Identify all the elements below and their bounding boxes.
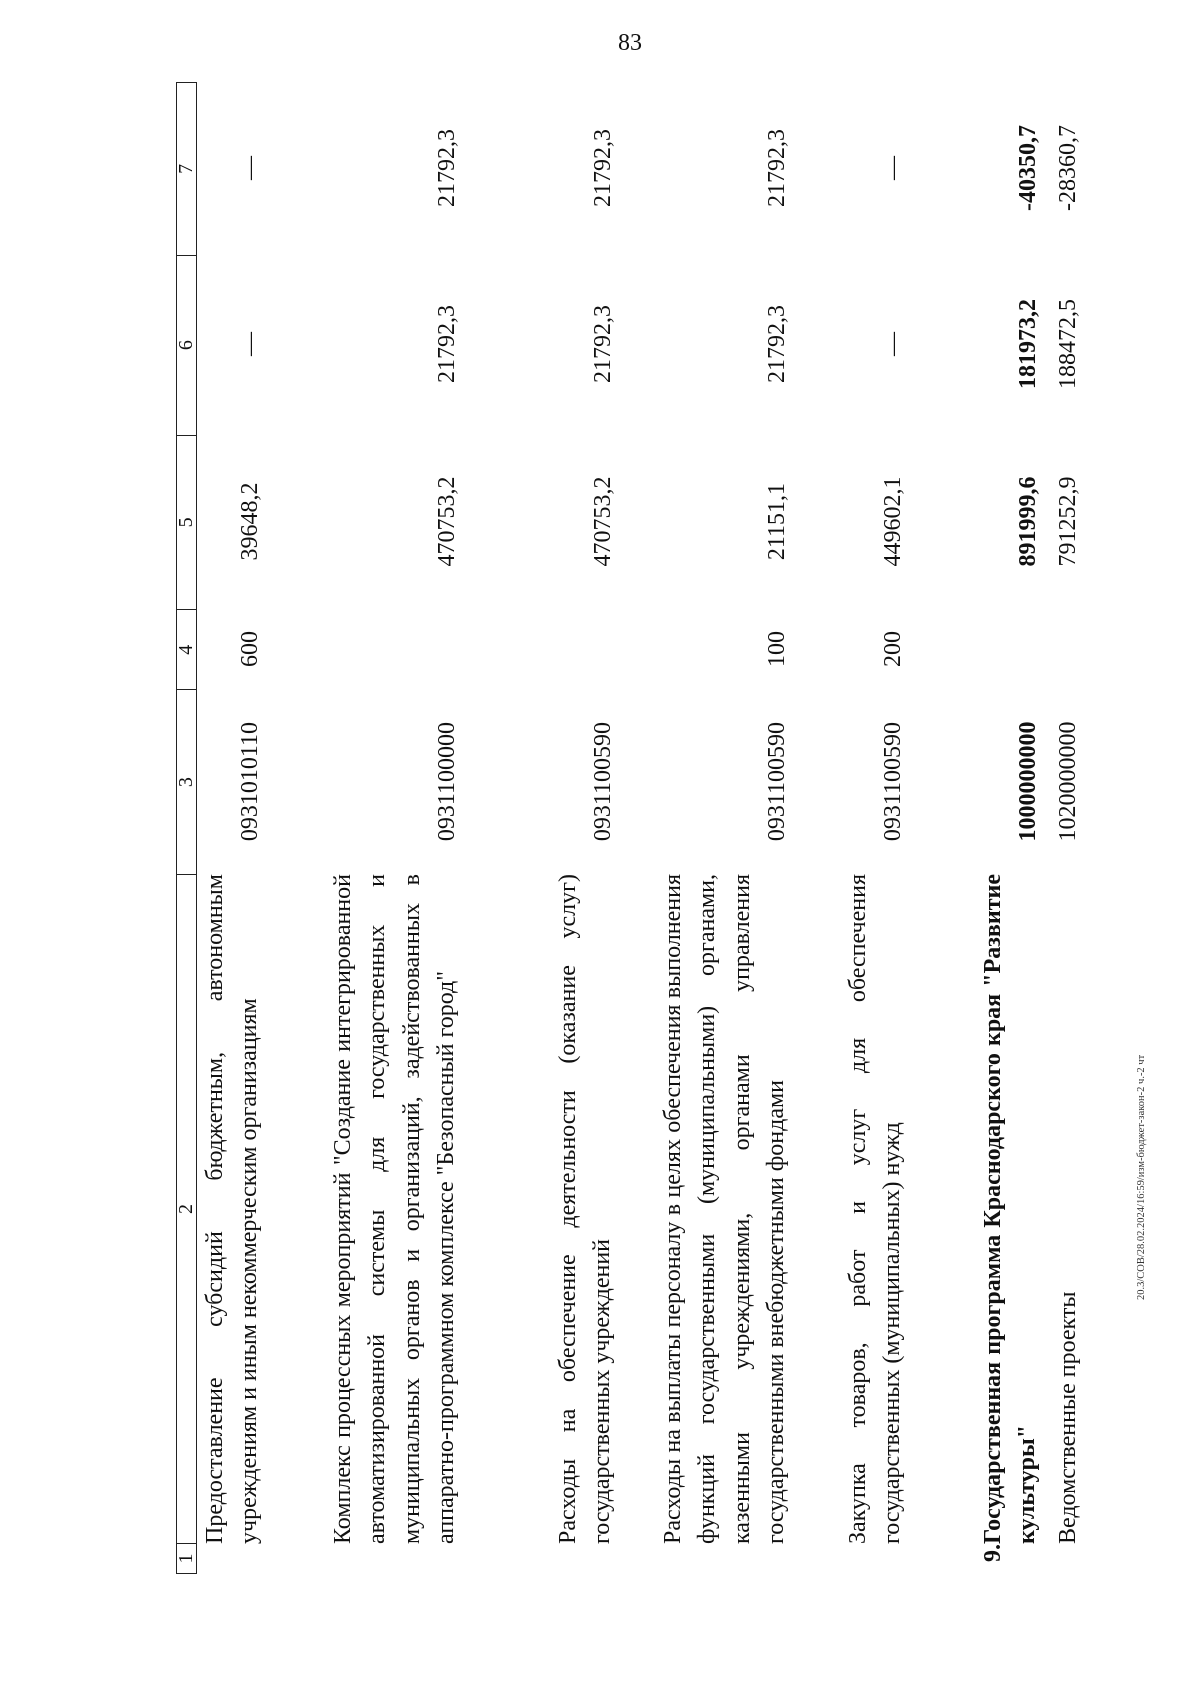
col-header-1: 1 xyxy=(177,1543,196,1573)
value-col-7: 21792,3 xyxy=(589,129,616,207)
value-col-5: 791252,9 xyxy=(1055,476,1081,567)
row-code: 0931010110 xyxy=(236,721,263,842)
value-col-5: 21151,1 xyxy=(763,482,790,561)
row-code: 0931100590 xyxy=(879,721,906,842)
row-code: 0931100590 xyxy=(763,721,790,842)
value-col-7: -40350,7 xyxy=(1014,125,1041,211)
row-type: 100 xyxy=(763,631,790,667)
col-header-2: 2 xyxy=(177,874,196,1543)
value-col-6: 181973,2 xyxy=(1014,299,1041,389)
footer-document-code xyxy=(1136,1054,1147,1302)
row-type: 600 xyxy=(236,631,263,667)
row-type: 200 xyxy=(879,631,906,667)
page-number: 83 xyxy=(618,30,642,56)
row-name: Государственная программа Краснодарского края "Развитие культуры" xyxy=(980,874,1041,1544)
col-header-6: 6 xyxy=(177,255,196,435)
row-code: 0931100590 xyxy=(589,721,616,842)
value-col-5: 470753,2 xyxy=(589,476,616,567)
col-header-7: 7 xyxy=(175,163,197,174)
row-name: Предоставление субсидий бюджетным, автономным учреждениям и иным некоммерческим организациям xyxy=(202,874,263,1544)
row-name: Расходы на выплаты персоналу в целях обеспечения выполнения функций государственными (муниципальными) органами, казенными учреждениями, органами управления государственными внебюджетными фондами xyxy=(660,874,790,1544)
value-col-7: 21792,3 xyxy=(433,129,460,207)
value-col-5: 449602,1 xyxy=(879,476,906,567)
row-name: Расходы на обеспечение деятельности (оказание услуг) государственных учреждений xyxy=(555,874,616,1544)
row-name: Закупка товаров, работ и услуг для обеспечения государственных (муниципальных) нужд xyxy=(845,874,906,1544)
value-col-5: 39648,2 xyxy=(236,482,263,561)
value-col-6: 21792,3 xyxy=(763,305,790,383)
value-col-7: — xyxy=(236,156,263,180)
table-header xyxy=(176,82,197,1574)
value-col-6: 188472,5 xyxy=(1055,299,1081,389)
value-col-5: 470753,2 xyxy=(433,476,460,567)
value-col-6: — xyxy=(879,332,906,356)
value-col-7: — xyxy=(879,156,906,180)
value-col-6: — xyxy=(236,332,263,356)
value-col-7: 21792,3 xyxy=(763,129,790,207)
value-col-6: 21792,3 xyxy=(433,305,460,383)
col-header-5: 5 xyxy=(177,435,196,610)
rotated-budget-table xyxy=(175,82,1081,1574)
row-number: 9. xyxy=(980,1544,1006,1562)
row-code: 1000000000 xyxy=(1014,721,1041,842)
col-header-3: 3 xyxy=(177,689,196,874)
row-name: Комплекс процессных мероприятий "Создание интегрированной автоматизированной системы для государственных и муниципальных органов и организаций, задействованных в аппаратно-программном комплексе "Безопасный город" xyxy=(330,874,460,1544)
row-code: 1020000000 xyxy=(1055,721,1081,842)
value-col-7: -28360,7 xyxy=(1055,125,1081,211)
row-code: 0931100000 xyxy=(433,721,460,842)
row-name: Ведомственные проекты xyxy=(1055,1291,1081,1544)
value-col-6: 21792,3 xyxy=(589,305,616,383)
col-header-4: 4 xyxy=(177,609,196,689)
value-col-5: 891999,6 xyxy=(1014,476,1041,567)
footer-code-text: 20.3/СОВ/28.02.2024/16:59/изм-бюджет-закон-2 ч.-2 чт xyxy=(1136,1054,1147,1300)
